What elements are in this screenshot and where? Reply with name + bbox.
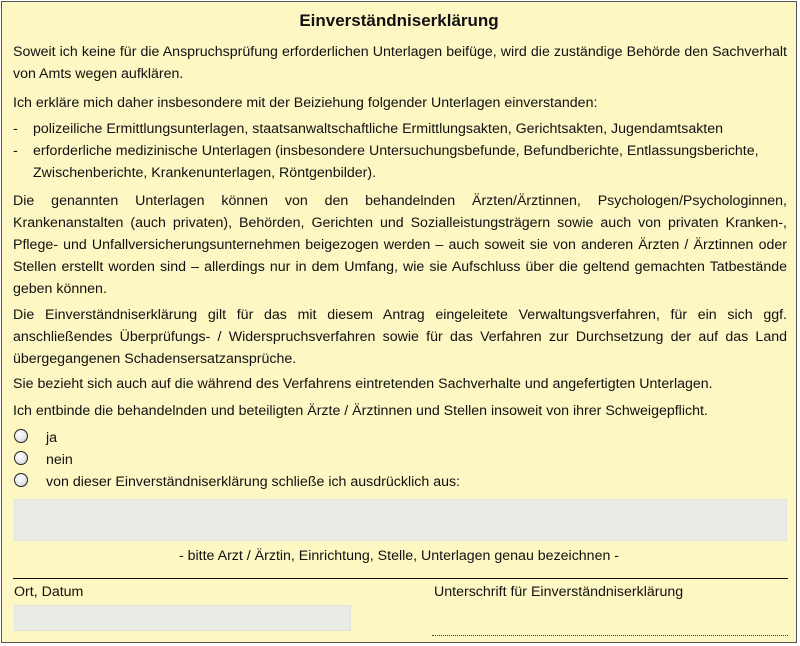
validity-paragraph: Die Einverständniserklärung gilt für das mit diesem Antrag eingeleitete Verwaltungsverfahren, für ein sich ggf. anschließendes Überprüfungs- / Widerspruchsverfahren sowie für das Verfahren zur Durchsetzung der auf das Land übergegangenen Schadensersatzansprüche. (13, 307, 787, 367)
consent-form (1, 1, 797, 643)
option-no-label: nein (46, 452, 73, 468)
signature-divider (13, 578, 788, 579)
release-paragraph: Ich entbinde die behandelnden und beteiligten Ärzte / Ärztinnen und Stellen insoweit von ihrer Schweigepflicht. (13, 403, 708, 419)
list-item-text: polizeiliche Ermittlungsunterlagen, staatsanwaltschaftliche Ermittlungsakten, Gerichtsakten, Jugendamtsakten (33, 121, 724, 137)
radio-no[interactable] (14, 451, 28, 465)
intro-paragraph: Soweit ich keine für die Anspruchsprüfung erforderlichen Unterlagen beifüge, wird die zuständige Behörde den Sachverhalt von Amts wegen aufklären. (13, 44, 787, 82)
radio-yes[interactable] (14, 429, 28, 443)
form-title: Einverständniserklärung (299, 11, 499, 30)
consent-lead-paragraph: Ich erkläre mich daher insbesondere mit der Beiziehung folgender Unterlagen einverstanden: (13, 95, 598, 111)
list-item (13, 140, 787, 184)
sources-paragraph: Die genannten Unterlagen können von den behandelnden Ärzten/Ärztinnen, Psychologen/Psychologinnen, Krankenanstalten (auch privaten), Behörden, Gerichten und Sozialleistungsträgern sowie auch von privaten Kranken-, Pflege- und Unfallversicherungsunternehmen beigezogen werden – auch soweit sie von anderen Ärzten / Ärztinnen oder Stellen erstellt worden sind – allerdings nur in dem Umfang, wie sie Aufschluss über die geltend gemachten Tatbestände geben können. (13, 193, 787, 297)
signature-label: Unterschrift für Einverständniserklärung (434, 584, 684, 600)
list-item-text: erforderliche medizinische Unterlagen (insbesondere Untersuchungsbefunde, Befundberichte, Entlassungsberichte, Zwischenberichte, Krankenunterlagen, Röntgenbilder). (33, 143, 759, 181)
exclude-details-input[interactable] (14, 499, 787, 541)
option-exclude-label: von dieser Einverständniserklärung schließe ich ausdrücklich aus: (46, 474, 461, 490)
list-dash: - (13, 143, 18, 159)
radio-exclude[interactable] (14, 473, 28, 487)
scope-paragraph: Sie bezieht sich auch auf die während des Verfahrens eintretenden Sachverhalte und angefertigten Unterlagen. (13, 376, 713, 392)
exclude-hint: - bitte Arzt / Ärztin, Einrichtung, Stelle, Unterlagen genau bezeichnen - (178, 548, 620, 564)
place-date-label: Ort, Datum (14, 584, 84, 600)
place-date-input[interactable] (14, 605, 351, 631)
list-dash: - (13, 121, 18, 137)
document-list (13, 118, 787, 184)
list-item (13, 118, 787, 140)
option-yes-label: ja (46, 430, 58, 446)
signature-line[interactable] (432, 635, 788, 636)
